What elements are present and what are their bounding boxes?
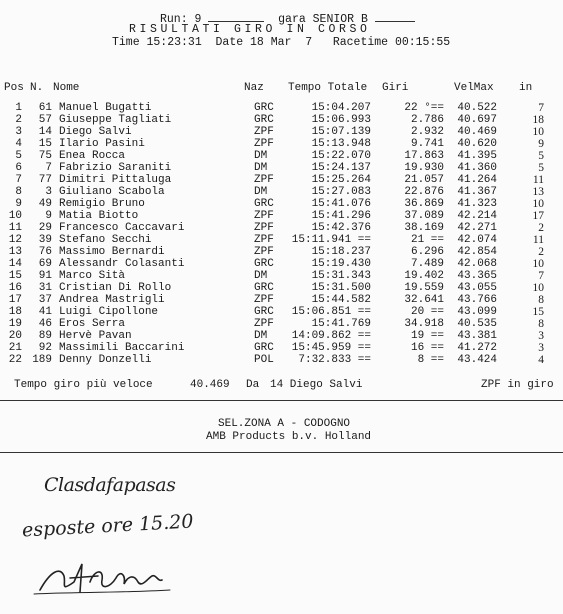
- row-pos: 22: [8, 354, 22, 366]
- row-velmax: 42.068: [457, 258, 497, 270]
- row-name: Massimo Bernardi: [59, 246, 165, 258]
- row-in: 15: [532, 306, 544, 318]
- row-giri: 32.641: [404, 294, 444, 306]
- row-num: 7: [45, 162, 52, 174]
- row-naz: POL: [254, 354, 274, 366]
- row-in: 13: [532, 186, 544, 198]
- table-row: [0, 126, 563, 138]
- row-name: Manuel Bugatti: [59, 102, 152, 114]
- row-giri: 21 ==: [410, 234, 444, 246]
- row-pos: 8: [15, 186, 22, 198]
- row-name: Enea Rocca: [59, 150, 126, 162]
- row-velmax: 40.697: [457, 114, 497, 126]
- row-in: 8: [538, 294, 544, 306]
- row-name: Marco Sità: [59, 270, 126, 282]
- row-giri: 6.296: [410, 246, 444, 258]
- row-naz: GRC: [254, 342, 274, 354]
- row-num: 37: [38, 294, 52, 306]
- row-name: Denny Donzelli: [59, 354, 152, 366]
- row-name: Giuliano Scabola: [59, 186, 165, 198]
- row-velmax: 41.264: [457, 174, 497, 186]
- row-velmax: 43.766: [457, 294, 497, 306]
- row-velmax: 40.469: [457, 126, 497, 138]
- row-velmax: 43.424: [457, 354, 497, 366]
- row-in: 17: [532, 210, 544, 222]
- row-name: Giuseppe Tagliati: [59, 114, 172, 126]
- row-velmax: 41.323: [457, 198, 497, 210]
- footer-timing-company: AMB Products b.v. Holland: [206, 431, 372, 443]
- table-row: [0, 246, 563, 258]
- row-pos: 15: [8, 270, 22, 282]
- row-pos: 5: [15, 150, 22, 162]
- run-label: Run:: [160, 13, 188, 26]
- row-name: Alessandr Colasanti: [59, 258, 185, 270]
- table-row: [0, 150, 563, 162]
- row-naz: GRC: [254, 102, 274, 114]
- row-name: Stefano Secchi: [59, 234, 152, 246]
- row-velmax: 42.271: [457, 222, 497, 234]
- row-pos: 10: [8, 210, 22, 222]
- row-in: 7: [538, 270, 544, 282]
- row-name: Francesco Caccavari: [59, 222, 185, 234]
- row-naz: GRC: [254, 282, 274, 294]
- row-naz: ZPF: [254, 318, 274, 330]
- row-num: 9: [45, 210, 52, 222]
- col-naz: Naz: [244, 82, 264, 94]
- row-name: Matia Biotto: [59, 210, 139, 222]
- row-naz: ZPF: [254, 294, 274, 306]
- row-name: Cristian Di Rollo: [59, 282, 172, 294]
- row-naz: ZPF: [254, 246, 274, 258]
- row-pos: 14: [8, 258, 22, 270]
- row-velmax: 40.522: [457, 102, 497, 114]
- row-name: Dimitri Pittaluga: [59, 174, 172, 186]
- row-pos: 17: [8, 294, 22, 306]
- table-row: [0, 234, 563, 246]
- row-name: Luigi Cipollone: [59, 306, 159, 318]
- row-pos: 9: [15, 198, 22, 210]
- col-velmax: VelMax: [454, 82, 494, 94]
- run-value: 9: [194, 13, 202, 26]
- row-velmax: 43.365: [457, 270, 497, 282]
- row-tempo: 15:19.430: [311, 258, 371, 270]
- row-tempo: 15:42.376: [311, 222, 371, 234]
- row-name: Diego Salvi: [59, 126, 132, 138]
- row-giri: 21.057: [404, 174, 444, 186]
- row-pos: 21: [8, 342, 22, 354]
- row-tempo: 14:09.862 ==: [291, 330, 371, 342]
- row-giri: 2.786: [410, 114, 444, 126]
- row-giri: 37.089: [404, 210, 444, 222]
- row-in: 2: [538, 222, 544, 234]
- row-name: Remigio Bruno: [59, 198, 145, 210]
- row-tempo: 7:32.833 ==: [298, 354, 371, 366]
- table-row: [0, 330, 563, 342]
- row-tempo: 15:45.959 ==: [291, 342, 371, 354]
- page-title: RISULTATI GIRO IN CORSO: [129, 23, 371, 36]
- row-pos: 19: [8, 318, 22, 330]
- row-name: Ilario Pasini: [59, 138, 145, 150]
- table-row: [0, 294, 563, 306]
- signature-scribble-icon: [30, 552, 180, 602]
- row-velmax: 40.535: [457, 318, 497, 330]
- row-pos: 1: [15, 102, 22, 114]
- row-velmax: 41.395: [457, 150, 497, 162]
- row-tempo: 15:41.769: [311, 318, 371, 330]
- row-naz: GRC: [254, 306, 274, 318]
- fastest-lap-driver: 14 Diego Salvi: [270, 379, 363, 391]
- row-naz: DM: [254, 186, 268, 198]
- table-row: [0, 306, 563, 318]
- row-name: Andrea Mastrigli: [59, 294, 165, 306]
- row-giri: 7.489: [410, 258, 444, 270]
- row-num: 75: [38, 150, 52, 162]
- table-row: [0, 102, 563, 114]
- row-name: Eros Serra: [59, 318, 126, 330]
- col-giri: Giri: [382, 82, 409, 94]
- table-row: [0, 270, 563, 282]
- row-tempo: 15:18.237: [311, 246, 371, 258]
- table-row: [0, 342, 563, 354]
- row-naz: DM: [254, 150, 268, 162]
- row-num: 41: [38, 306, 52, 318]
- row-in: 3: [538, 342, 544, 354]
- row-tempo: 15:13.948: [311, 138, 371, 150]
- row-giri: 38.169: [404, 222, 444, 234]
- row-num: 31: [38, 282, 52, 294]
- row-velmax: 41.367: [457, 186, 497, 198]
- row-num: 89: [38, 330, 52, 342]
- row-naz: GRC: [254, 198, 274, 210]
- handwritten-posting-time: esposte ore 15.20: [21, 510, 194, 542]
- col-pos: Pos: [4, 82, 24, 94]
- row-num: 69: [38, 258, 52, 270]
- row-giri: 8 ==: [417, 354, 444, 366]
- row-naz: GRC: [254, 114, 274, 126]
- row-in: 9: [538, 138, 544, 150]
- col-in: in: [519, 82, 533, 94]
- time-line: Time 15:23:31 Date 18 Mar 7 Racetime 00:15:55: [112, 36, 451, 49]
- row-tempo: 15:04.207: [311, 102, 371, 114]
- row-naz: ZPF: [254, 138, 274, 150]
- signature-image: [30, 552, 180, 602]
- row-in: 4: [538, 354, 544, 366]
- table-row: [0, 186, 563, 198]
- table-row: [0, 282, 563, 294]
- fastest-lap-da: Da: [246, 379, 260, 391]
- row-in: 10: [532, 258, 544, 270]
- row-in: 18: [532, 114, 544, 126]
- row-in: 7: [538, 102, 544, 114]
- row-giri: 9.741: [410, 138, 444, 150]
- row-giri: 22 °==: [404, 102, 444, 114]
- divider-top: [0, 400, 563, 401]
- row-tempo: 15:27.083: [311, 186, 371, 198]
- row-num: 189: [32, 354, 52, 366]
- row-tempo: 15:31.500: [311, 282, 371, 294]
- row-giri: 19.402: [404, 270, 444, 282]
- run-underline: [208, 10, 264, 22]
- row-pos: 18: [8, 306, 22, 318]
- row-giri: 19.930: [404, 162, 444, 174]
- row-num: 49: [38, 198, 52, 210]
- table-row: [0, 222, 563, 234]
- row-naz: ZPF: [254, 234, 274, 246]
- row-num: 92: [38, 342, 52, 354]
- row-pos: 13: [8, 246, 22, 258]
- row-velmax: 43.381: [457, 330, 497, 342]
- row-name: Massimili Baccarini: [59, 342, 185, 354]
- row-giri: 16 ==: [410, 342, 444, 354]
- row-giri: 36.869: [404, 198, 444, 210]
- row-giri: 20 ==: [410, 306, 444, 318]
- row-giri: 19.559: [404, 282, 444, 294]
- row-tempo: 15:07.139: [311, 126, 371, 138]
- row-velmax: 41.360: [457, 162, 497, 174]
- row-tempo: 15:31.343: [311, 270, 371, 282]
- row-pos: 4: [15, 138, 22, 150]
- row-tempo: 15:11.941 ==: [291, 234, 371, 246]
- row-tempo: 15:22.070: [311, 150, 371, 162]
- table-row: [0, 210, 563, 222]
- row-velmax: 40.620: [457, 138, 497, 150]
- row-pos: 11: [8, 222, 22, 234]
- row-velmax: 43.055: [457, 282, 497, 294]
- row-tempo: 15:06.851 ==: [291, 306, 371, 318]
- row-num: 39: [38, 234, 52, 246]
- row-pos: 7: [15, 174, 22, 186]
- row-naz: ZPF: [254, 222, 274, 234]
- row-giri: 2.932: [410, 126, 444, 138]
- col-name: Nome: [53, 82, 80, 94]
- row-tempo: 15:44.582: [311, 294, 371, 306]
- row-tempo: 15:06.993: [311, 114, 371, 126]
- row-tempo: 15:41.076: [311, 198, 371, 210]
- row-velmax: 43.099: [457, 306, 497, 318]
- table-row: [0, 354, 563, 366]
- row-in: 3: [538, 330, 544, 342]
- row-in: 2: [538, 246, 544, 258]
- table-row: [0, 114, 563, 126]
- row-num: 76: [38, 246, 52, 258]
- divider-bottom: [0, 452, 563, 453]
- row-in: 5: [538, 162, 544, 174]
- row-giri: 19 ==: [410, 330, 444, 342]
- row-num: 3: [45, 186, 52, 198]
- fastest-lap-time: 40.469: [190, 379, 230, 391]
- row-in: 11: [532, 234, 544, 246]
- row-giri: 34.918: [404, 318, 444, 330]
- row-giri: 17.863: [404, 150, 444, 162]
- row-naz: ZPF: [254, 210, 274, 222]
- row-pos: 2: [15, 114, 22, 126]
- row-in: 8: [538, 318, 544, 330]
- row-pos: 6: [15, 162, 22, 174]
- row-in: 10: [532, 126, 544, 138]
- row-name: Hervè Pavan: [59, 330, 132, 342]
- row-num: 77: [38, 174, 52, 186]
- table-row: [0, 138, 563, 150]
- row-tempo: 15:41.296: [311, 210, 371, 222]
- handwritten-note: Clasdafapasas: [44, 474, 176, 496]
- col-tempo: Tempo Totale: [288, 82, 368, 94]
- gara-value: SENIOR B: [312, 13, 368, 26]
- row-pos: 3: [15, 126, 22, 138]
- table-row: [0, 162, 563, 174]
- row-naz: DM: [254, 162, 268, 174]
- row-velmax: 41.272: [457, 342, 497, 354]
- row-num: 46: [38, 318, 52, 330]
- col-num: N.: [30, 82, 44, 94]
- row-naz: ZPF: [254, 126, 274, 138]
- row-num: 15: [38, 138, 52, 150]
- fastest-lap-label: Tempo giro più veloce: [14, 379, 153, 391]
- row-in: 10: [532, 198, 544, 210]
- row-in: 5: [538, 150, 544, 162]
- row-tempo: 15:24.137: [311, 162, 371, 174]
- row-num: 61: [38, 102, 52, 114]
- row-naz: DM: [254, 270, 268, 282]
- row-velmax: 42.214: [457, 210, 497, 222]
- row-name: Fabrizio Saraniti: [59, 162, 172, 174]
- gara-label: gara: [278, 13, 306, 26]
- row-num: 29: [38, 222, 52, 234]
- row-in: 11: [532, 174, 544, 186]
- row-num: 91: [38, 270, 52, 282]
- row-num: 14: [38, 126, 52, 138]
- row-pos: 16: [8, 282, 22, 294]
- table-row: [0, 174, 563, 186]
- row-pos: 20: [8, 330, 22, 342]
- row-tempo: 15:25.264: [311, 174, 371, 186]
- gara-underline: [375, 10, 415, 22]
- row-velmax: 42.074: [457, 234, 497, 246]
- row-num: 57: [38, 114, 52, 126]
- row-velmax: 42.854: [457, 246, 497, 258]
- row-giri: 22.876: [404, 186, 444, 198]
- fastest-lap-note: ZPF in giro: [481, 379, 554, 391]
- row-naz: ZPF: [254, 174, 274, 186]
- table-row: [0, 258, 563, 270]
- row-pos: 12: [8, 234, 22, 246]
- footer-venue: SEL.ZONA A - CODOGNO: [218, 418, 351, 430]
- row-naz: GRC: [254, 258, 274, 270]
- row-naz: DM: [254, 330, 268, 342]
- table-row: [0, 318, 563, 330]
- table-row: [0, 198, 563, 210]
- row-in: 10: [532, 282, 544, 294]
